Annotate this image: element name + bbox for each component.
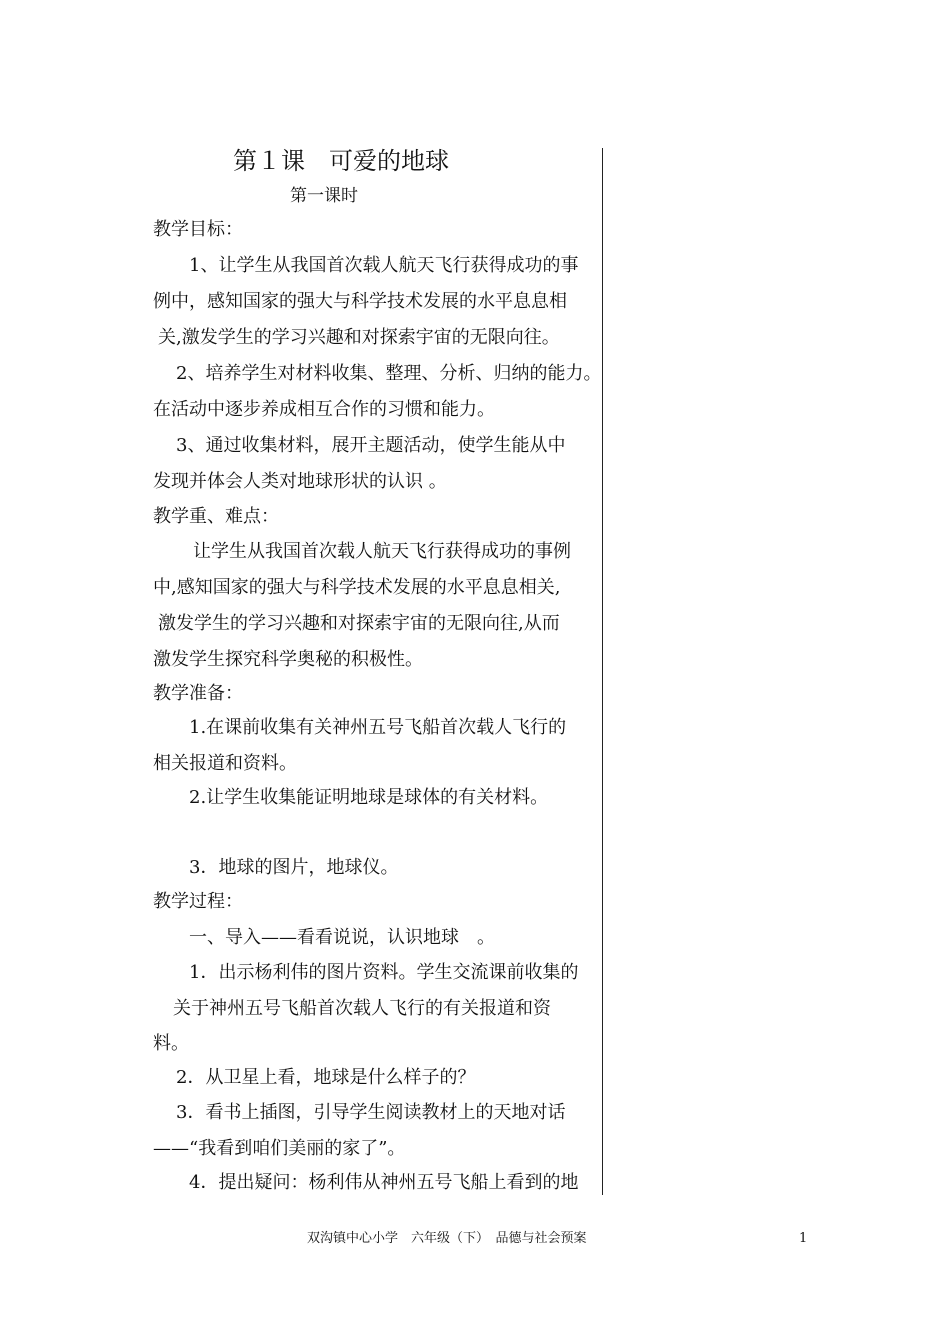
footer-text: 双沟镇中心小学 六年级（下） 品德与社会预案 xyxy=(307,1231,587,1246)
key-points-line: 激发学生探究科学奥秘的积极性。 xyxy=(153,649,423,670)
key-points-line: 中,感知国家的强大与科学技术发展的水平息息相关, xyxy=(153,577,561,598)
objectives-line: 3、通过收集材料，展开主题活动，使学生能从中 xyxy=(176,435,566,456)
objectives-line: 在活动中逐步养成相互合作的习惯和能力。 xyxy=(153,399,495,420)
lesson-subtitle: 第一课时 xyxy=(290,186,358,206)
process-line: 3．看书上插图，引导学生阅读教材上的天地对话 xyxy=(176,1102,566,1123)
objectives-line: 发现并体会人类对地球形状的认识 。 xyxy=(153,471,447,492)
preparation-line: 1.在课前收集有关神州五号飞船首次载人飞行的 xyxy=(189,717,567,738)
preparation-heading: 教学准备： xyxy=(153,683,243,704)
preparation-line: 相关报道和资料。 xyxy=(153,753,297,774)
process-line: 关于神州五号飞船首次载人飞行的有关报道和资 xyxy=(173,998,551,1019)
process-line: 1．出示杨利伟的图片资料。学生交流课前收集的 xyxy=(189,962,579,983)
key-points-line: 让学生从我国首次载人航天飞行获得成功的事例 xyxy=(193,541,571,562)
process-line: 2．从卫星上看，地球是什么样子的？ xyxy=(176,1067,476,1088)
preparation-line: 3．地球的图片，地球仪。 xyxy=(189,857,399,878)
page-number: 1 xyxy=(799,1231,808,1246)
key-points-heading: 教学重、难点： xyxy=(153,506,279,527)
key-points-line: 激发学生的学习兴趣和对探索宇宙的无限向往,从而 xyxy=(158,613,560,634)
objectives-line: 1、让学生从我国首次载人航天飞行获得成功的事 xyxy=(189,255,579,276)
objectives-heading: 教学目标： xyxy=(153,219,243,240)
objectives-line: 例中，感知国家的强大与科学技术发展的水平息息相 xyxy=(153,291,567,312)
process-heading: 教学过程： xyxy=(153,891,243,912)
objectives-line: 2、培养学生对材料收集、整理、分析、归纳的能力。 xyxy=(176,363,602,384)
process-line: ——“我看到咱们美丽的家了”。 xyxy=(153,1138,406,1159)
objectives-line: 关,激发学生的学习兴趣和对探索宇宙的无限向往。 xyxy=(158,327,560,348)
margin-rule xyxy=(602,148,603,1195)
process-line: 一、导入——看看说说，认识地球 。 xyxy=(189,927,495,948)
lesson-title: 第１课 可爱的地球 xyxy=(233,147,449,175)
process-line: 4．提出疑问：杨利伟从神州五号飞船上看到的地 xyxy=(189,1172,579,1193)
preparation-line: 2.让学生收集能证明地球是球体的有关材料。 xyxy=(189,787,549,808)
process-line: 料。 xyxy=(153,1033,189,1054)
